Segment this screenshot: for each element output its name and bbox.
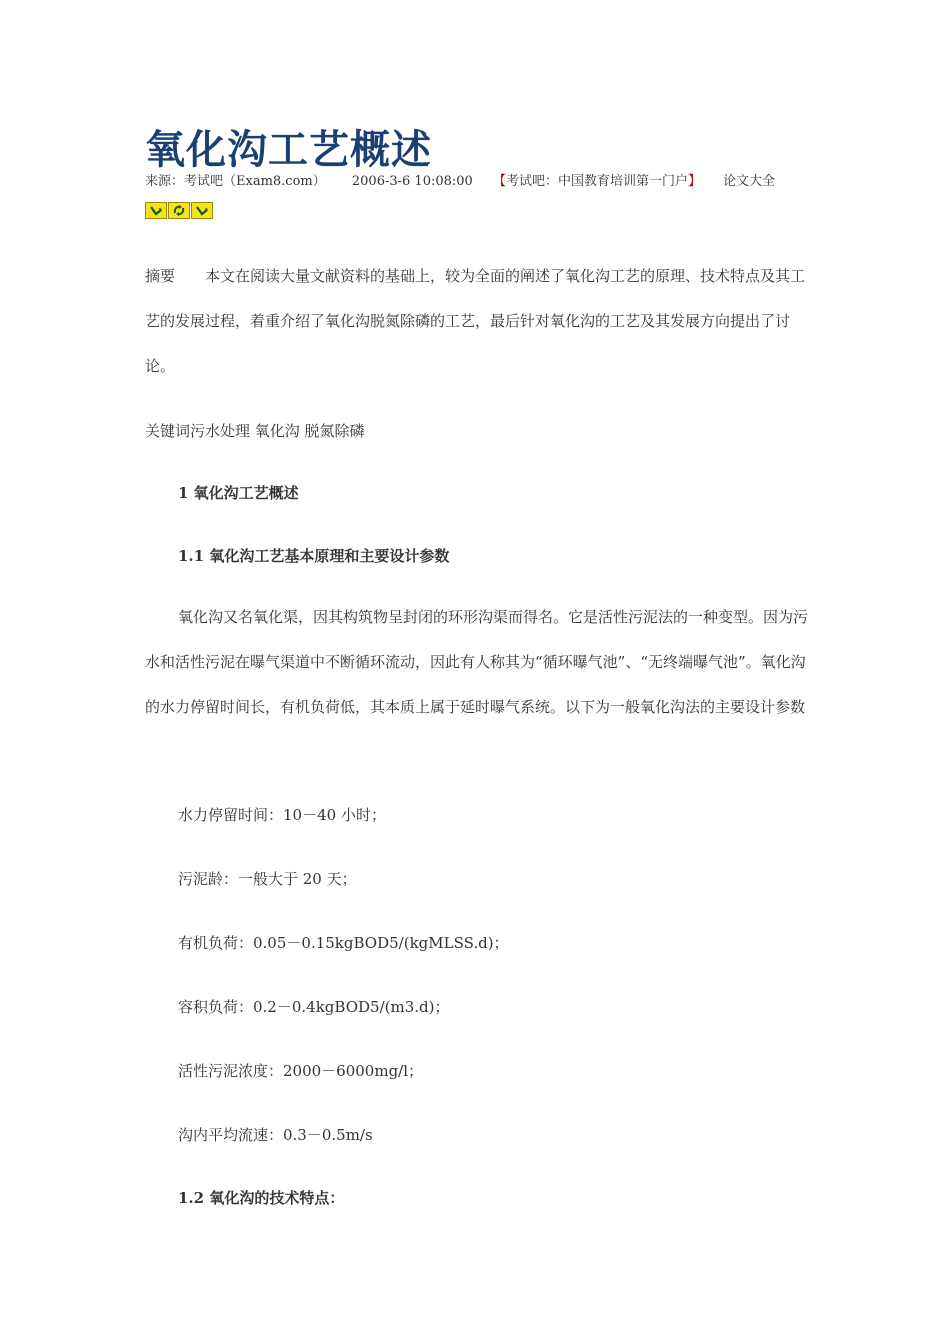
bracket-close: 】 <box>688 174 702 189</box>
section-heading-1-1: 1.1 氧化沟工艺基本原理和主要设计参数 <box>178 547 450 565</box>
param-organic-load: 有机负荷：0.05－0.15kgBOD5/(kgMLSS.d)； <box>178 934 509 952</box>
article-meta <box>145 170 775 189</box>
intro-paragraph: 氧化沟又名氧化渠，因其构筑物呈封闭的环形沟渠而得名。它是活性污泥法的一种变型。因为污水和活性污泥在曝气渠道中不断循环流动，因此有人称其为“循环曝气池”、“无终端曝气池”。氧化沟的水力停留时间长，有机负荷低，其本质上属于延时曝气系统。以下为一般氧化沟法的主要设计参数 <box>145 608 809 716</box>
source-text: 来源：考试吧（Exam8.com） <box>145 174 326 189</box>
section-link[interactable]: 论文大全 <box>723 174 776 189</box>
param-volume-load: 容积负荷：0.2－0.4kgBOD5/(m3.d)； <box>178 998 450 1016</box>
forward-arrow-icon[interactable] <box>191 202 213 219</box>
publish-date: 2006-3-6 10:08:00 <box>351 174 473 189</box>
param-sludge-age: 污泥龄：一般大于 20 天； <box>178 870 357 888</box>
param-flow-velocity: 沟内平均流速：0.3－0.5m/s <box>178 1126 373 1144</box>
bracket-open: 【 <box>492 174 506 189</box>
portal-link[interactable] <box>493 170 701 189</box>
back-arrow-icon[interactable] <box>145 202 167 219</box>
article-title: 氧化沟工艺概述 <box>145 126 432 173</box>
keywords: 关键词污水处理 氧化沟 脱氮除磷 <box>145 422 365 440</box>
param-hrt: 水力停留时间：10－40 小时； <box>178 806 386 824</box>
section-heading-1: 1 氧化沟工艺概述 <box>178 484 299 502</box>
refresh-icon[interactable] <box>168 202 190 219</box>
abstract-label: 摘要 <box>145 267 176 285</box>
abstract-paragraph <box>145 254 810 389</box>
toolbar-icons <box>145 202 213 219</box>
portal-name: 考试吧：中国教育培训第一门户 <box>505 174 688 189</box>
param-sludge-concentration: 活性污泥浓度：2000－6000mg/l； <box>178 1062 424 1080</box>
section-heading-1-2: 1.2 氧化沟的技术特点： <box>178 1189 345 1207</box>
abstract-text: 本文在阅读大量文献资料的基础上，较为全面的阐述了氧化沟工艺的原理、技术特点及其工艺的发展过程，着重介绍了氧化沟脱氮除磷的工艺，最后针对氧化沟的工艺及其发展方向提出了讨论。 <box>145 267 806 375</box>
